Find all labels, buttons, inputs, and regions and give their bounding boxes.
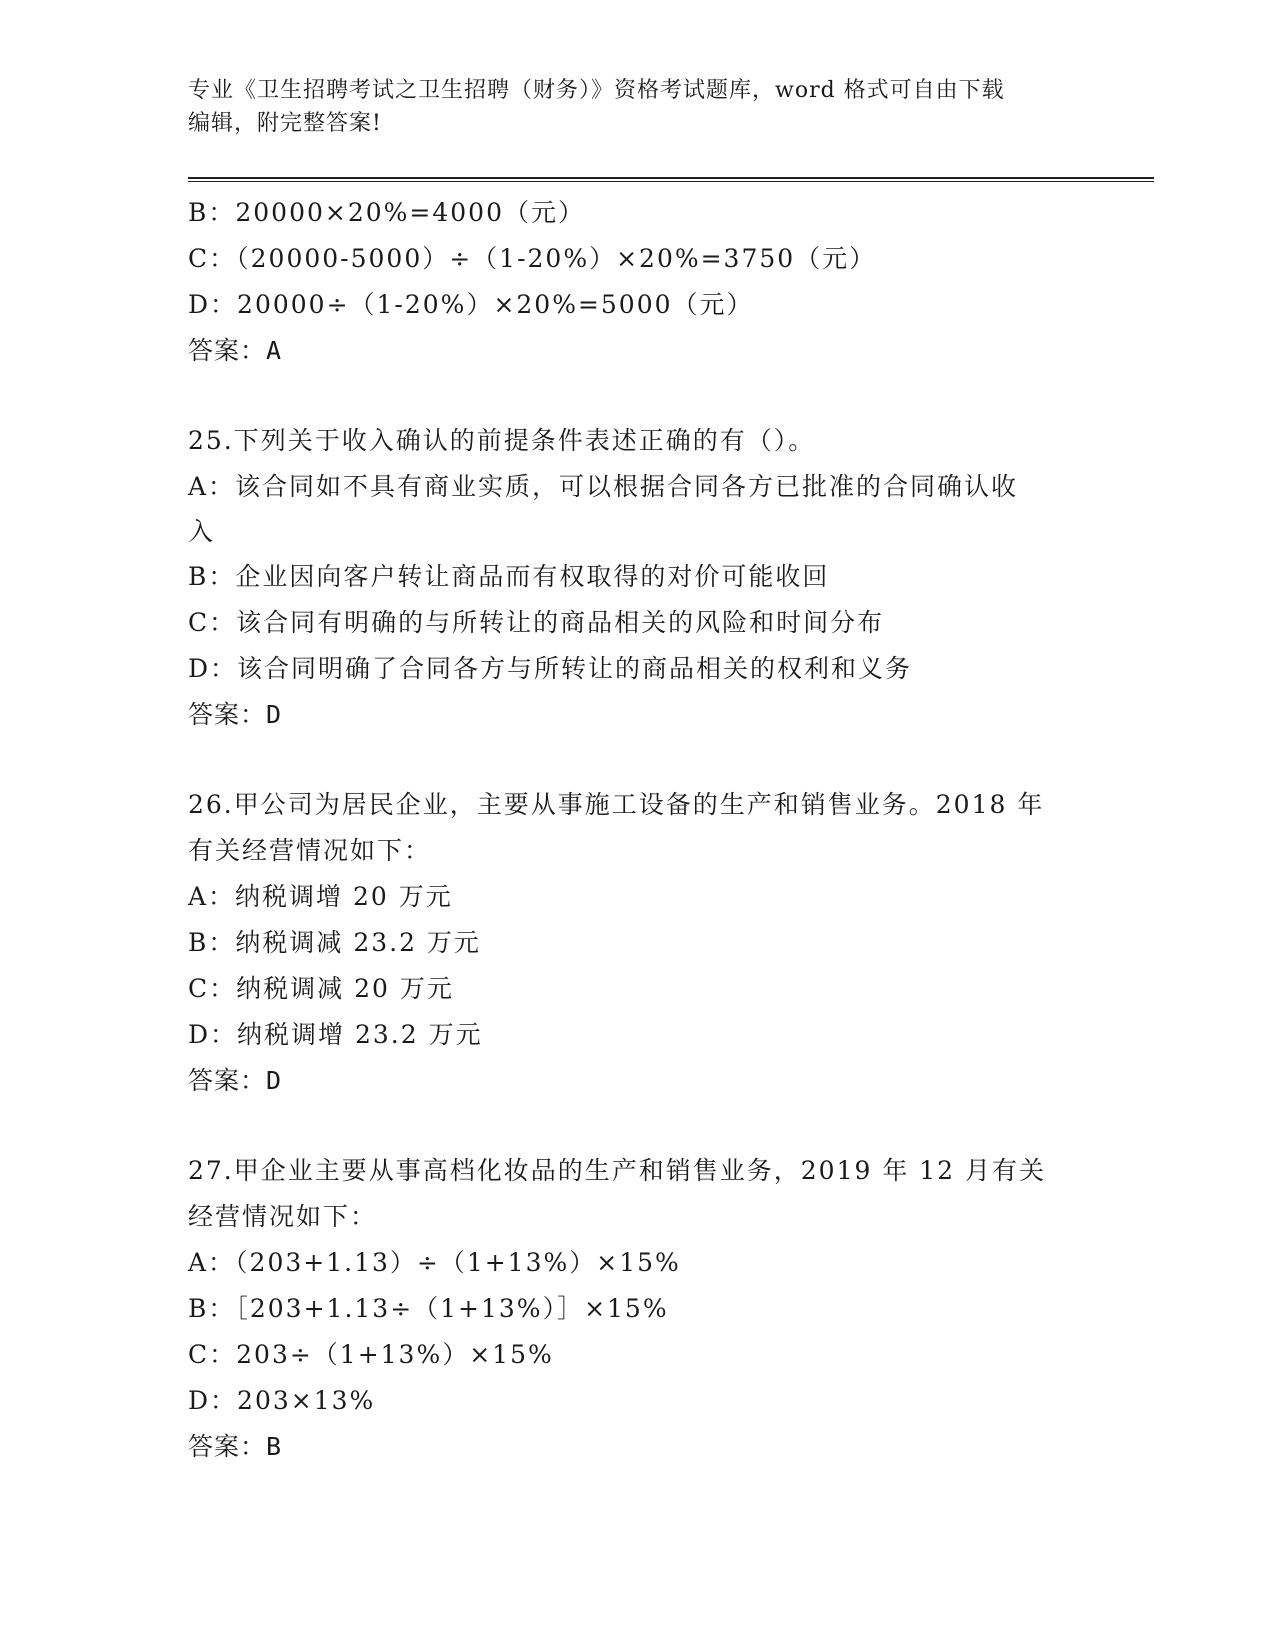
question-stem: 26.甲公司为居民企业，主要从事施工设备的生产和销售业务。2018 年	[188, 790, 1045, 819]
question-stem: 25.下列关于收入确认的前提条件表述正确的有（）。	[188, 426, 816, 455]
question-24-tail	[188, 190, 1088, 374]
option-a: A：该合同如不具有商业实质，可以根据合同各方已批准的合同确认收	[188, 472, 1019, 501]
option-b: B：［203+1.13÷（1+13%）］×15%	[188, 1294, 669, 1323]
option-d: D：该合同明确了合同各方与所转让的商品相关的权利和义务	[188, 654, 913, 683]
header-divider	[188, 177, 1154, 182]
question-27	[188, 1148, 1088, 1470]
spacer	[188, 738, 1088, 782]
header-line-2: 编辑，附完整答案!	[188, 111, 382, 136]
option-b: B：20000×20%=4000（元）	[188, 198, 585, 227]
option-b: B：纳税调减 23.2 万元	[188, 928, 481, 957]
question-list	[188, 190, 1088, 1470]
answer: 答案：D	[188, 1066, 283, 1095]
option-d: D：203×13%	[188, 1386, 376, 1415]
option-a-continued: 入	[188, 517, 216, 546]
option-c: C：纳税调减 20 万元	[188, 974, 454, 1003]
question-stem-continued: 有关经营情况如下：	[188, 836, 432, 865]
answer: 答案：A	[188, 336, 283, 365]
page-header	[188, 74, 1088, 140]
question-stem-continued: 经营情况如下：	[188, 1202, 378, 1231]
option-c: C：（20000-5000）÷（1-20%）×20%=3750（元）	[188, 244, 877, 273]
spacer	[188, 1104, 1088, 1148]
answer: 答案：B	[188, 1432, 283, 1461]
option-a: A：（203+1.13）÷（1+13%）×15%	[188, 1248, 681, 1277]
option-d: D：20000÷（1-20%）×20%=5000（元）	[188, 290, 754, 319]
option-b: B：企业因向客户转让商品而有权取得的对价可能收回	[188, 562, 830, 591]
option-d: D：纳税调增 23.2 万元	[188, 1020, 483, 1049]
option-c: C：203÷（1+13%）×15%	[188, 1340, 554, 1369]
answer: 答案：D	[188, 700, 283, 729]
header-line-1: 专业《卫生招聘考试之卫生招聘（财务）》资格考试题库，word 格式可自由下载	[188, 78, 1005, 103]
question-stem: 27.甲企业主要从事高档化妆品的生产和销售业务，2019 年 12 月有关	[188, 1156, 1047, 1185]
spacer	[188, 374, 1088, 418]
option-c: C：该合同有明确的与所转让的商品相关的风险和时间分布	[188, 608, 885, 637]
option-a: A：纳税调增 20 万元	[188, 882, 453, 911]
question-26	[188, 782, 1088, 1104]
question-25	[188, 418, 1088, 738]
